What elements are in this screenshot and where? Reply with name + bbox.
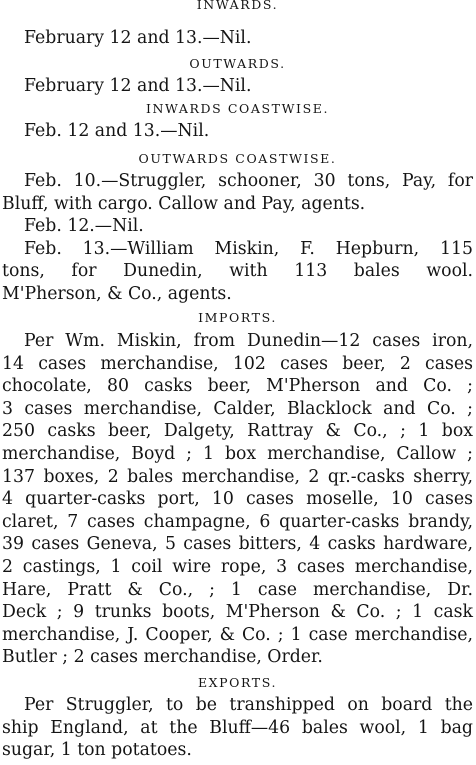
- section-heading: OUTWARDS COASTWISE.: [138, 151, 337, 166]
- entry-line: 137 boxes, 2 bales merchandise, 2 qr.-casks sherry,: [2, 466, 473, 487]
- entry-line: Feb. 13.—William Miskin, F. Hepburn, 115: [24, 238, 473, 259]
- entry-line: chocolate, 80 casks beer, M'Pherson and Co. ;: [2, 376, 473, 397]
- imports-entries: [2, 330, 473, 669]
- section-outwards: [2, 56, 473, 72]
- section-exports: [2, 675, 473, 691]
- entry-line: 14 cases merchandise, 102 cases beer, 2 cases: [2, 353, 473, 374]
- entry-line: Butler ; 2 cases merchandise, Order.: [2, 647, 323, 668]
- entry-line: 2 castings, 1 coil wire rope, 3 cases merchandise,: [2, 556, 473, 577]
- entry-line: Deck ; 9 trunks boots, M'Pherson & Co. ; 1 cask: [2, 602, 473, 623]
- section-imports: [2, 310, 473, 326]
- entry-line: Feb. 10.—Struggler, schooner, 30 tons, Pay, for: [24, 171, 473, 191]
- exports-entries: [2, 694, 473, 762]
- section-heading: INWARDS.: [196, 0, 279, 12]
- entry-line: merchandise, J. Cooper, & Co. ; 1 case merchandise,: [2, 624, 473, 645]
- entry-line: 3 cases merchandise, Calder, Blacklock and Co. ;: [2, 398, 473, 419]
- entry-line: tons, for Dunedin, with 113 bales wool.: [2, 261, 473, 282]
- entry-line: February 12 and 13.—Nil.: [24, 76, 252, 96]
- section-heading: IMPORTS.: [198, 310, 277, 325]
- entry-line: merchandise, Boyd ; 1 box merchandise, Callow ;: [2, 443, 473, 464]
- entry-line: M'Pherson, & Co., agents.: [2, 283, 232, 304]
- section-inwards: [2, 0, 473, 13]
- outwards-entries: [2, 75, 473, 98]
- entry-line: Per Wm. Miskin, from Dunedin—12 cases iron,: [24, 331, 473, 351]
- section-heading: INWARDS COASTWISE.: [145, 101, 330, 116]
- entry-line: ship England, at the Bluff—46 bales wool, 1 bag: [2, 717, 473, 738]
- entry-line: Feb. 12 and 13.—Nil.: [24, 121, 210, 141]
- entry-line: Feb. 12.—Nil.: [24, 216, 144, 237]
- entry-line: Hare, Pratt & Co., ; 1 case merchandise, Dr.: [2, 579, 473, 600]
- entry-line: 39 cases Geneva, 5 cases bitters, 4 casks hardware,: [2, 534, 473, 555]
- section-heading: EXPORTS.: [197, 675, 278, 690]
- section-inwards-coastwise: [2, 101, 473, 117]
- entry-line: Bluff, with cargo. Callow and Pay, agents.: [2, 193, 366, 214]
- inwards-entries: [2, 27, 473, 50]
- inwards-coastwise-entries: [2, 120, 473, 143]
- section-outwards-coastwise: [2, 151, 473, 167]
- entry-line: claret, 7 cases champagne, 6 quarter-casks brandy,: [2, 511, 473, 532]
- entry-line: February 12 and 13.—Nil.: [24, 28, 252, 48]
- entry-line: Per Struggler, to be transhipped on board the: [24, 695, 473, 715]
- section-heading: OUTWARDS.: [189, 56, 286, 71]
- outwards-coastwise-entries: [2, 170, 473, 306]
- entry-line: 4 quarter-casks port, 10 cases moselle, 10 cases: [2, 489, 473, 510]
- entry-line: sugar, 1 ton potatoes.: [2, 740, 192, 761]
- entry-line: 250 casks beer, Dalgety, Rattray & Co., ; 1 box: [2, 421, 473, 442]
